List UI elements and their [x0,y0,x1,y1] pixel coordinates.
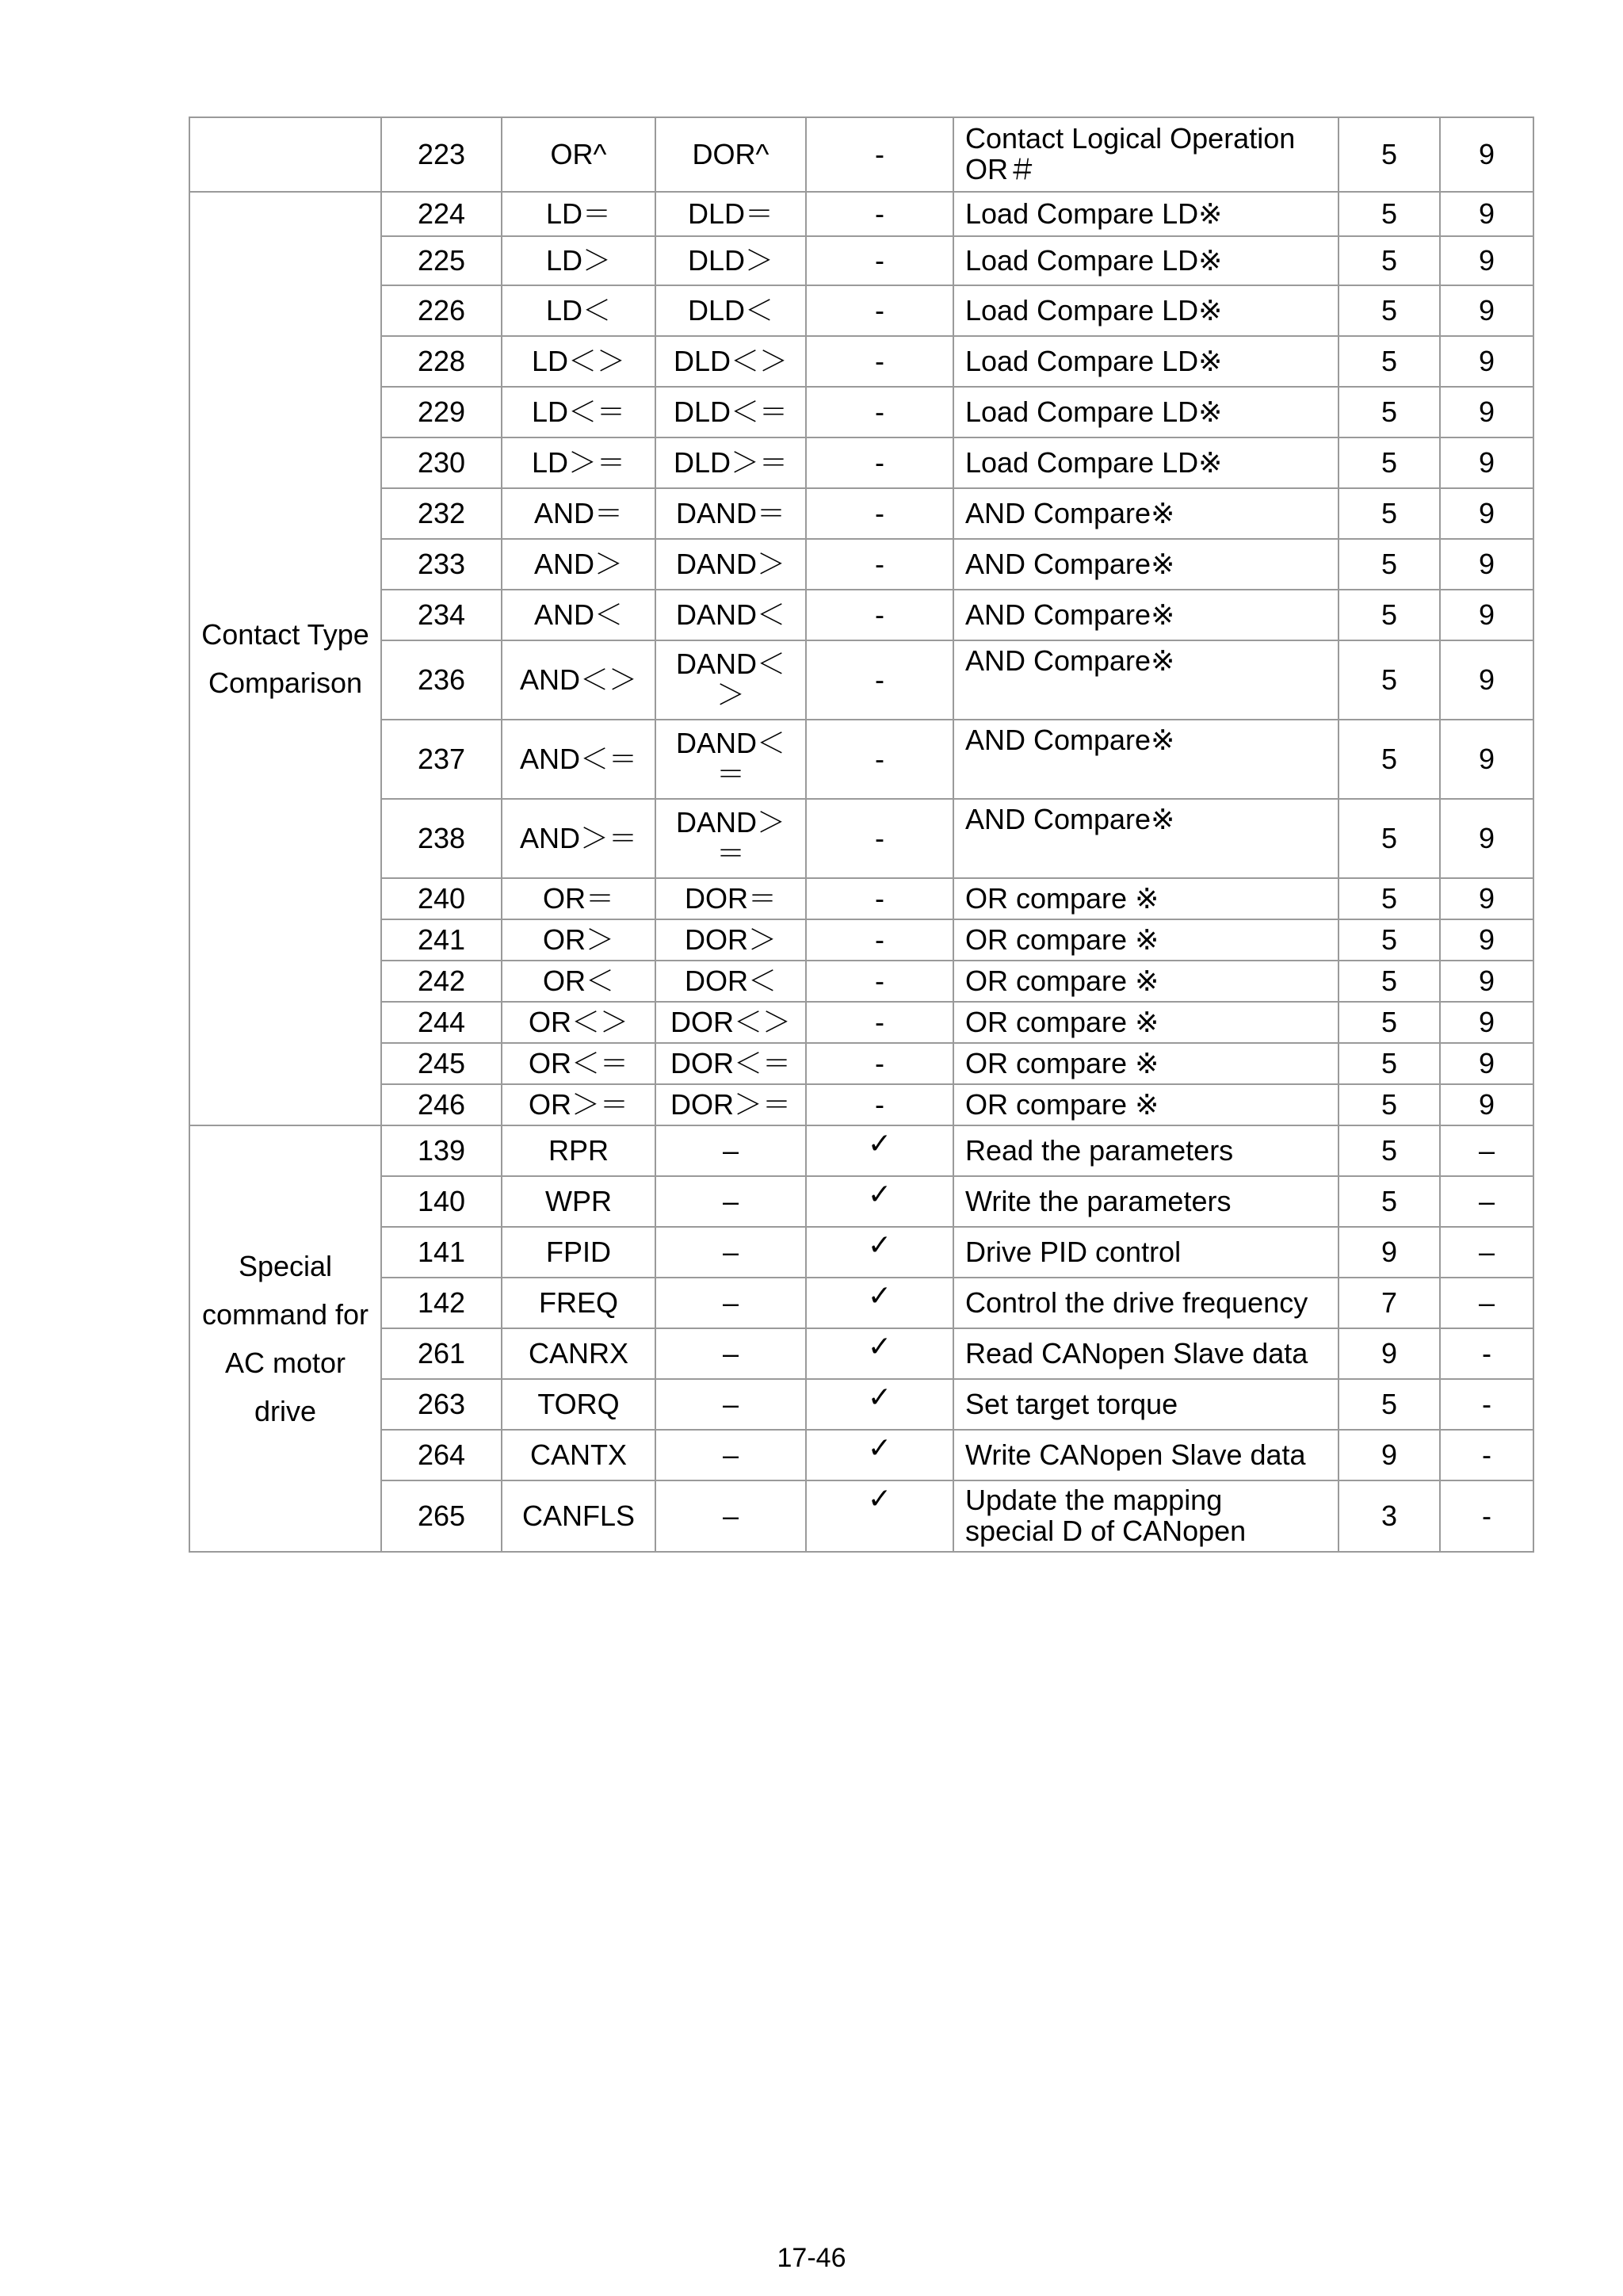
steps-32bit-cell: 9 [1440,236,1533,285]
code-32bit-cell: DAND＝ [655,488,806,539]
table-row [189,878,1533,919]
code-16bit-cell: CANTX [502,1430,655,1480]
function-cell [953,1278,1338,1328]
api-number-cell: 141 [381,1227,502,1278]
function-cell-line: Write the parameters [965,1184,1232,1217]
function-cell [953,336,1338,387]
code-16bit-cell: FREQ [502,1278,655,1328]
table-row [189,961,1533,1002]
table-row [189,1125,1533,1176]
code-16bit-cell: LD＜＝ [502,387,655,437]
function-cell-line: Update the mapping [965,1484,1223,1517]
function-cell-line: OR＃ [965,153,1037,185]
table-row [189,1084,1533,1125]
code-16bit-cell: LD＞＝ [502,437,655,488]
function-cell-line: Write CANopen Slave data [965,1438,1306,1471]
steps-16bit-cell: 5 [1338,1125,1440,1176]
steps-32bit-cell: 9 [1440,387,1533,437]
function-cell-line: AND Compare※ [965,547,1175,580]
api-number-cell: 228 [381,336,502,387]
function-cell-line: AND Compare※ [965,803,1175,835]
function-cell-line: OR compare ※ [965,923,1159,956]
function-cell [953,387,1338,437]
code-32bit-cell: – [655,1328,806,1379]
code-32bit-cell-line: ＞ [716,678,745,711]
pulse-cell: - [806,285,953,336]
table-row [189,1328,1533,1379]
steps-16bit-cell: 9 [1338,1430,1440,1480]
table-row [189,1278,1533,1328]
function-cell [953,192,1338,236]
code-32bit-cell: DLD＜＝ [655,387,806,437]
table-row [189,590,1533,640]
category-cell-empty [189,117,381,192]
pulse-cell: - [806,539,953,590]
steps-16bit-cell: 5 [1338,878,1440,919]
code-16bit-cell: LD＝ [502,192,655,236]
steps-16bit-cell: 5 [1338,1043,1440,1084]
code-32bit-cell: DOR＜＝ [655,1043,806,1084]
table-row [189,336,1533,387]
function-cell-line: Read the parameters [965,1133,1234,1167]
steps-16bit-cell: 5 [1338,236,1440,285]
table-row [189,437,1533,488]
code-32bit-cell: DOR＜ [655,961,806,1002]
function-cell-line: Load Compare LD※ [965,197,1223,230]
code-32bit-cell: DOR＞ [655,919,806,961]
code-32bit-cell-line: ＝ [716,837,745,869]
table-row [189,1379,1533,1430]
api-number-cell: 139 [381,1125,502,1176]
steps-32bit-cell: 9 [1440,961,1533,1002]
function-cell [953,1227,1338,1278]
function-cell-line: AND Compare※ [965,598,1175,631]
function-cell [953,1379,1338,1430]
pulse-cell: - [806,799,953,878]
code-32bit-cell: DOR＜＞ [655,1002,806,1043]
api-number-cell: 226 [381,285,502,336]
function-cell-line: Load Compare LD※ [965,243,1223,277]
code-16bit-cell: OR＝ [502,878,655,919]
category-cell-contact-type-comparison [189,192,381,1125]
function-cell [953,1084,1338,1125]
function-cell-line: AND Compare※ [965,724,1175,756]
pulse-cell: - [806,878,953,919]
steps-32bit-cell: 9 [1440,1084,1533,1125]
code-16bit-cell: WPR [502,1176,655,1227]
code-32bit-cell: DAND＜ [655,590,806,640]
steps-16bit-cell: 5 [1338,336,1440,387]
steps-16bit-cell: 5 [1338,640,1440,720]
pulse-cell: ✓ [806,1480,953,1552]
api-number-cell: 238 [381,799,502,878]
code-32bit-cell [655,640,806,720]
steps-32bit-cell: – [1440,1278,1533,1328]
function-cell [953,1480,1338,1552]
code-16bit-cell: OR＜ [502,961,655,1002]
code-32bit-cell: DLD＞ [655,236,806,285]
pulse-cell: ✓ [806,1125,953,1176]
steps-16bit-cell: 5 [1338,192,1440,236]
code-16bit-cell: LD＜ [502,285,655,336]
api-number-cell: 240 [381,878,502,919]
api-number-cell: 225 [381,236,502,285]
table-row [189,919,1533,961]
steps-16bit-cell: 7 [1338,1278,1440,1328]
api-number-cell: 237 [381,720,502,799]
pulse-cell: ✓ [806,1227,953,1278]
steps-32bit-cell: - [1440,1379,1533,1430]
pulse-cell: - [806,236,953,285]
code-16bit-cell: CANFLS [502,1480,655,1552]
steps-32bit-cell: – [1440,1227,1533,1278]
code-16bit-cell: OR＜＝ [502,1043,655,1084]
steps-32bit-cell: - [1440,1430,1533,1480]
api-number-cell: 241 [381,919,502,961]
code-16bit-cell: AND＜ [502,590,655,640]
table-row [189,1002,1533,1043]
code-32bit-cell [655,799,806,878]
code-32bit-cell: DOR＞＝ [655,1084,806,1125]
steps-32bit-cell: 9 [1440,437,1533,488]
steps-16bit-cell: 5 [1338,799,1440,878]
category-label-line: drive [254,1395,317,1428]
steps-16bit-cell: 3 [1338,1480,1440,1552]
steps-32bit-cell: - [1440,1480,1533,1552]
pulse-cell: ✓ [806,1379,953,1430]
code-16bit-cell: OR＞＝ [502,1084,655,1125]
api-number-cell: 265 [381,1480,502,1552]
code-32bit-cell: DLD＝ [655,192,806,236]
steps-16bit-cell: 5 [1338,590,1440,640]
api-number-cell: 246 [381,1084,502,1125]
function-cell [953,919,1338,961]
steps-32bit-cell: 9 [1440,336,1533,387]
pulse-cell: - [806,437,953,488]
table-row [189,285,1533,336]
api-number-cell: 236 [381,640,502,720]
function-cell-line: special D of CANopen [965,1515,1247,1547]
table-row [189,1430,1533,1480]
function-cell-line: Set target torque [965,1387,1178,1420]
steps-16bit-cell: 5 [1338,919,1440,961]
function-cell-line: OR compare ※ [965,1087,1159,1121]
function-cell-line: OR compare ※ [965,1005,1159,1038]
table-row [189,1480,1533,1552]
function-cell-line: OR compare ※ [965,964,1159,997]
page-number: 17-46 [777,2243,846,2273]
steps-32bit-cell: 9 [1440,117,1533,192]
steps-16bit-cell: 5 [1338,437,1440,488]
code-16bit-cell: TORQ [502,1379,655,1430]
function-cell [953,961,1338,1002]
table-body [189,117,1533,1552]
steps-32bit-cell: 9 [1440,1043,1533,1084]
pulse-cell: ✓ [806,1328,953,1379]
code-16bit-cell: RPR [502,1125,655,1176]
steps-16bit-cell: 5 [1338,961,1440,1002]
instruction-table [189,117,1534,1553]
function-cell [953,720,1338,799]
table-row [189,236,1533,285]
steps-16bit-cell: 5 [1338,539,1440,590]
code-32bit-cell-line: DAND＞ [675,806,785,839]
table-row [189,720,1533,799]
function-cell [953,285,1338,336]
code-32bit-cell-line: ＝ [716,758,745,790]
steps-16bit-cell: 5 [1338,117,1440,192]
steps-32bit-cell: 9 [1440,590,1533,640]
code-32bit-cell: – [655,1278,806,1328]
code-32bit-cell: DAND＞ [655,539,806,590]
function-cell [953,640,1338,720]
function-cell-line: Control the drive frequency [965,1286,1308,1319]
steps-32bit-cell: 9 [1440,720,1533,799]
api-number-cell: 224 [381,192,502,236]
function-cell [953,1043,1338,1084]
steps-32bit-cell: 9 [1440,640,1533,720]
steps-32bit-cell: 9 [1440,539,1533,590]
api-number-cell: 233 [381,539,502,590]
steps-32bit-cell: 9 [1440,799,1533,878]
function-cell-line: Load Compare LD※ [965,344,1223,377]
api-number-cell: 229 [381,387,502,437]
function-cell [953,236,1338,285]
code-16bit-cell: AND＞ [502,539,655,590]
table-row [189,488,1533,539]
code-16bit-cell: AND＜＞ [502,640,655,720]
steps-32bit-cell: 9 [1440,488,1533,539]
code-32bit-cell: – [655,1379,806,1430]
table-row [189,192,1533,236]
table-row [189,640,1533,720]
category-label-line: AC motor [224,1347,346,1379]
api-number-cell: 245 [381,1043,502,1084]
function-cell-line: AND Compare※ [965,644,1175,677]
table-row [189,387,1533,437]
function-cell-line: Load Compare LD※ [965,293,1223,327]
code-32bit-cell: DOR＝ [655,878,806,919]
function-cell [953,488,1338,539]
pulse-cell: - [806,336,953,387]
steps-32bit-cell: - [1440,1328,1533,1379]
code-16bit-cell: OR^ [502,117,655,192]
steps-32bit-cell: 9 [1440,285,1533,336]
steps-16bit-cell: 9 [1338,1227,1440,1278]
function-cell-line: AND Compare※ [965,496,1175,529]
pulse-cell: - [806,640,953,720]
code-32bit-cell-line: DAND＜ [675,648,785,681]
steps-16bit-cell: 5 [1338,285,1440,336]
pulse-cell: - [806,590,953,640]
steps-16bit-cell: 5 [1338,488,1440,539]
pulse-cell: - [806,387,953,437]
code-32bit-cell: DLD＜＞ [655,336,806,387]
code-16bit-cell: LD＜＞ [502,336,655,387]
steps-32bit-cell: – [1440,1176,1533,1227]
pulse-cell: - [806,192,953,236]
steps-32bit-cell: 9 [1440,1002,1533,1043]
pulse-cell: - [806,1002,953,1043]
function-cell [953,437,1338,488]
pulse-cell: ✓ [806,1278,953,1328]
code-32bit-cell: – [655,1125,806,1176]
api-number-cell: 264 [381,1430,502,1480]
api-number-cell: 223 [381,117,502,192]
category-label-line: Contact Type [201,617,369,651]
function-cell [953,539,1338,590]
steps-16bit-cell: 5 [1338,1002,1440,1043]
steps-16bit-cell: 5 [1338,1176,1440,1227]
function-cell-line: Read CANopen Slave data [965,1336,1308,1370]
steps-32bit-cell: 9 [1440,919,1533,961]
pulse-cell: - [806,919,953,961]
steps-16bit-cell: 9 [1338,1328,1440,1379]
pulse-cell: - [806,488,953,539]
function-cell [953,799,1338,878]
steps-16bit-cell: 5 [1338,1084,1440,1125]
function-cell [953,1002,1338,1043]
code-32bit-cell: – [655,1227,806,1278]
api-number-cell: 244 [381,1002,502,1043]
table-row [189,1043,1533,1084]
pulse-cell: ✓ [806,1430,953,1480]
code-16bit-cell: FPID [502,1227,655,1278]
code-16bit-cell: CANRX [502,1328,655,1379]
table-row [189,1176,1533,1227]
steps-32bit-cell: 9 [1440,878,1533,919]
api-number-cell: 230 [381,437,502,488]
pulse-cell: - [806,1043,953,1084]
api-number-cell: 263 [381,1379,502,1430]
code-16bit-cell: AND＞＝ [502,799,655,878]
code-16bit-cell: OR＜＞ [502,1002,655,1043]
api-number-cell: 140 [381,1176,502,1227]
function-cell [953,878,1338,919]
api-number-cell: 142 [381,1278,502,1328]
table-row [189,539,1533,590]
steps-32bit-cell: – [1440,1125,1533,1176]
category-cell-special-command [189,1125,381,1552]
code-16bit-cell: AND＝ [502,488,655,539]
category-label-line: command for [201,1297,369,1331]
function-cell-line: OR compare ※ [965,881,1159,915]
function-cell-line: Load Compare LD※ [965,395,1223,428]
code-32bit-cell: DOR^ [655,117,806,192]
function-cell [953,117,1338,192]
function-cell-line: Contact Logical Operation [965,122,1296,155]
table-row [189,799,1533,878]
pulse-cell: ✓ [806,1176,953,1227]
api-number-cell: 232 [381,488,502,539]
code-32bit-cell: DLD＜ [655,285,806,336]
api-number-cell: 234 [381,590,502,640]
function-cell [953,1430,1338,1480]
pulse-cell: - [806,1084,953,1125]
steps-16bit-cell: 5 [1338,1379,1440,1430]
code-32bit-cell-line: DAND＜ [675,727,785,760]
api-number-cell: 242 [381,961,502,1002]
category-label-line: Special [238,1249,333,1282]
code-16bit-cell: OR＞ [502,919,655,961]
code-32bit-cell: – [655,1176,806,1227]
steps-32bit-cell: 9 [1440,192,1533,236]
function-cell-line: Drive PID control [965,1235,1182,1268]
table-row [189,1227,1533,1278]
steps-16bit-cell: 5 [1338,720,1440,799]
steps-16bit-cell: 5 [1338,387,1440,437]
function-cell [953,1125,1338,1176]
pulse-cell: - [806,117,953,192]
function-cell-line: OR compare ※ [965,1046,1159,1079]
code-32bit-cell: DLD＞＝ [655,437,806,488]
code-32bit-cell [655,720,806,799]
code-16bit-cell: AND＜＝ [502,720,655,799]
pulse-cell: - [806,720,953,799]
api-number-cell: 261 [381,1328,502,1379]
code-32bit-cell: – [655,1430,806,1480]
table-row [189,117,1533,192]
function-cell [953,1176,1338,1227]
pulse-cell: - [806,961,953,1002]
function-cell-line: Load Compare LD※ [965,445,1223,479]
category-label-line: Comparison [208,667,363,699]
function-cell [953,1328,1338,1379]
code-32bit-cell: – [655,1480,806,1552]
function-cell [953,590,1338,640]
code-16bit-cell: LD＞ [502,236,655,285]
